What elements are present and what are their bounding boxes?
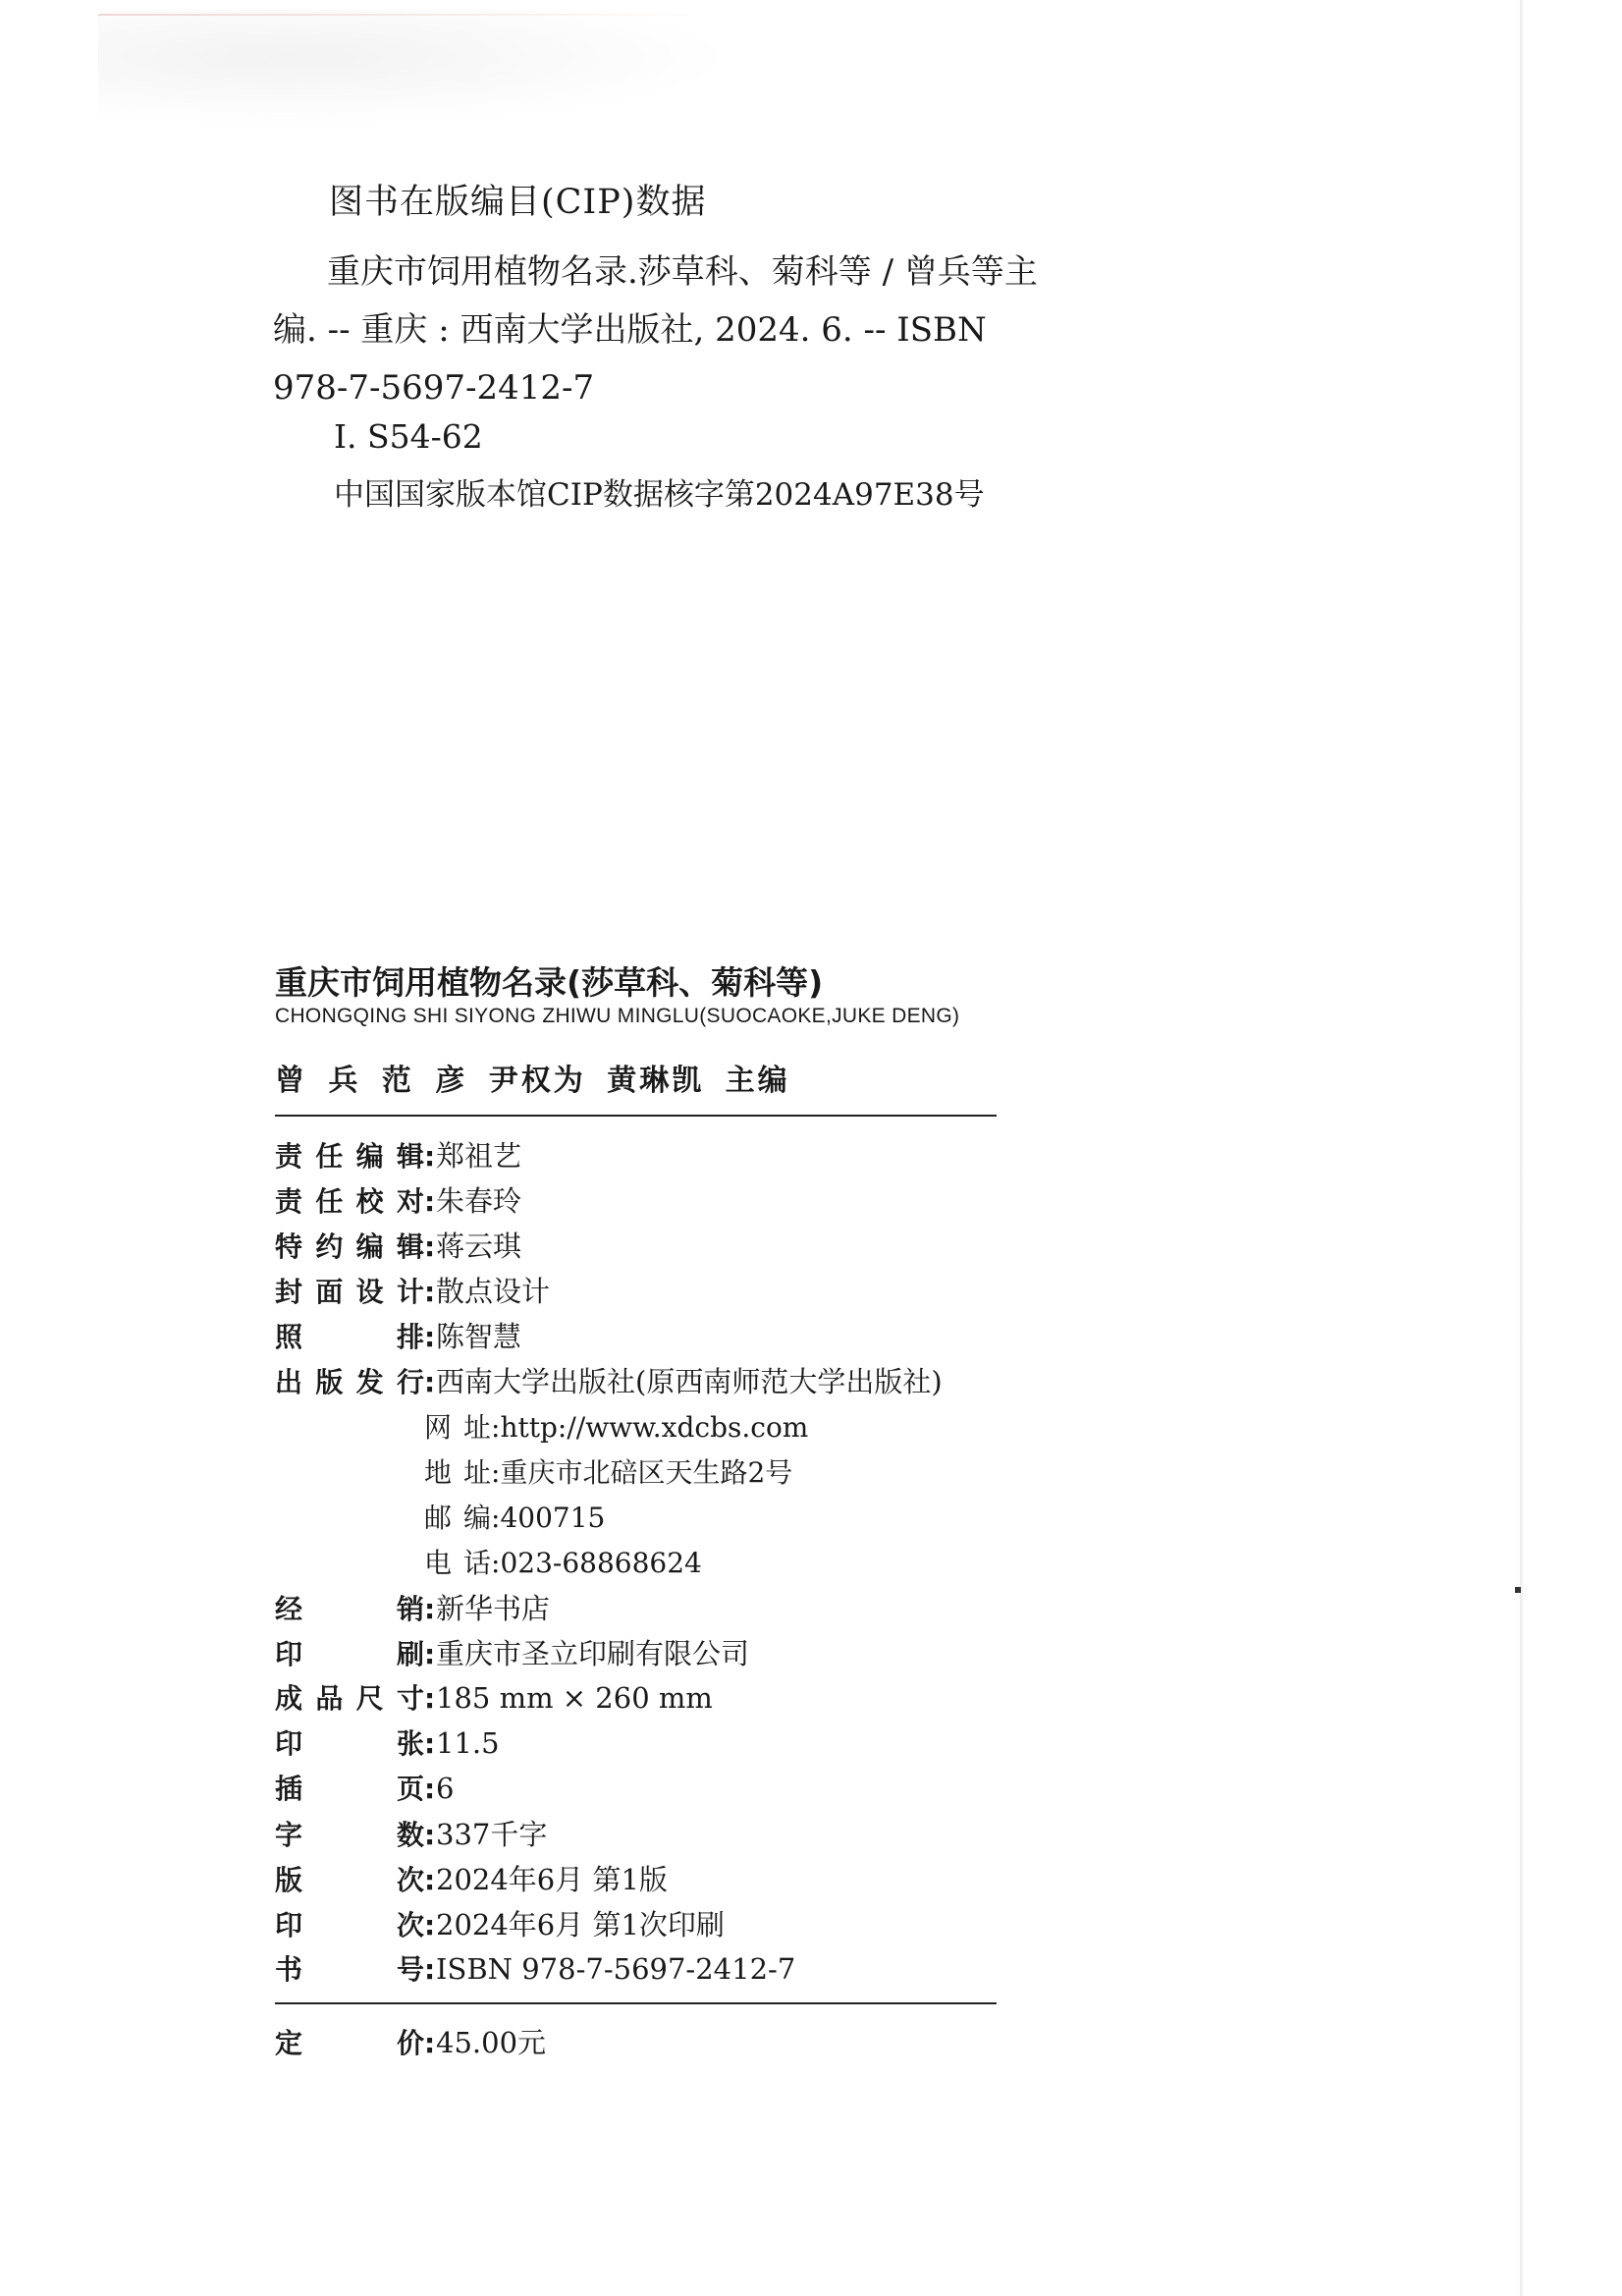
cip-classification: Ⅰ. S54-62	[334, 417, 483, 456]
book-title: 重庆市饲用植物名录(莎草科、菊科等)	[275, 963, 824, 1002]
detail-row: 字数:337千字	[275, 1813, 547, 1858]
detail-label: 封面设计	[275, 1276, 424, 1308]
detail-value: 6	[436, 1772, 455, 1805]
detail-value: 蒋云琪	[436, 1230, 522, 1263]
contact-label: 电话	[424, 1547, 491, 1579]
scan-mark	[1515, 1587, 1521, 1593]
detail-value: 朱春玲	[436, 1184, 522, 1218]
detail-label: 责任编辑	[275, 1140, 424, 1173]
contact-value: 023-68868624	[500, 1547, 702, 1579]
detail-label: 印张	[275, 1727, 424, 1760]
contact-row: 地址:重庆市北碚区天生路2号	[424, 1451, 792, 1491]
detail-label: 出版发行	[275, 1366, 424, 1398]
detail-row: 特约编辑:蒋云琪	[275, 1225, 521, 1270]
detail-label: 印次	[275, 1909, 424, 1941]
price-row: 定价:45.00元	[275, 2021, 546, 2066]
detail-label: 照排	[275, 1321, 424, 1353]
cip-entry	[273, 244, 1039, 417]
contact-label: 邮编	[424, 1502, 491, 1534]
detail-row: 出版发行:西南大学出版社(原西南师范大学出版社)	[275, 1360, 943, 1405]
detail-row: 印刷:重庆市圣立印刷有限公司	[275, 1632, 749, 1677]
detail-label: 书号	[275, 1953, 424, 1986]
page-edge	[1520, 0, 1523, 2296]
detail-label: 责任校对	[275, 1185, 424, 1218]
contact-value: 400715	[500, 1502, 606, 1534]
detail-value: 新华书店	[436, 1592, 551, 1625]
detail-row: 版次:2024年6月 第1版	[275, 1858, 668, 1903]
detail-value: ISBN 978-7-5697-2412-7	[436, 1952, 796, 1986]
detail-label: 字数	[275, 1819, 424, 1851]
detail-row: 照排:陈智慧	[275, 1315, 521, 1360]
detail-label: 经销	[275, 1593, 424, 1625]
detail-value: 西南大学出版社(原西南师范大学出版社)	[436, 1365, 943, 1398]
detail-row: 成品尺寸:185 mm × 260 mm	[275, 1677, 713, 1722]
contact-label: 网址	[424, 1411, 491, 1444]
detail-value: 11.5	[436, 1726, 500, 1760]
detail-value: 185 mm × 260 mm	[436, 1681, 713, 1715]
contact-row: 网址:http://www.xdcbs.com	[424, 1406, 808, 1446]
price-value: 45.00元	[436, 2026, 547, 2059]
detail-value: 2024年6月 第1版	[436, 1863, 668, 1896]
divider-top	[275, 1115, 997, 1117]
detail-value: 陈智慧	[436, 1320, 522, 1353]
contact-row: 邮编:400715	[424, 1497, 605, 1536]
cip-entry-text: 重庆市饲用植物名录.莎草科、菊科等 / 曾兵等主编. -- 重庆 : 西南大学出版社, 2024. 6. -- ISBN 978-7-5697-2412-7	[273, 252, 1038, 408]
detail-label: 版次	[275, 1864, 424, 1896]
cip-approval-number: 中国国家版本馆CIP数据核字第2024A97E38号	[334, 477, 985, 513]
contact-value: http://www.xdcbs.com	[500, 1411, 809, 1444]
detail-value: 郑祖艺	[436, 1139, 522, 1173]
divider-bottom	[275, 2002, 997, 2004]
detail-row: 插页:6	[275, 1768, 454, 1813]
contact-label: 地址	[424, 1456, 491, 1489]
book-pinyin-title: CHONGQING SHI SIYONG ZHIWU MINGLU(SUOCAOKE,JUKE DENG)	[275, 1005, 960, 1027]
detail-row: 责任校对:朱春玲	[275, 1179, 521, 1225]
detail-row: 封面设计:散点设计	[275, 1270, 550, 1315]
scan-top-line	[98, 14, 727, 16]
detail-row: 书号:ISBN 978-7-5697-2412-7	[275, 1948, 795, 1994]
contact-value: 重庆市北碚区天生路2号	[500, 1456, 793, 1489]
detail-row: 印张:11.5	[275, 1722, 500, 1768]
price-label: 定价	[275, 2027, 424, 2059]
detail-row: 责任编辑:郑祖艺	[275, 1134, 521, 1179]
detail-label: 成品尺寸	[275, 1682, 424, 1715]
detail-value: 2024年6月 第1次印刷	[436, 1908, 725, 1941]
detail-label: 插页	[275, 1773, 424, 1805]
book-editors: 曾 兵 范 彦 尹权为 黄琳凯 主编	[275, 1064, 790, 1098]
contact-row: 电话:023-68868624	[424, 1542, 702, 1581]
scan-smudge	[98, 10, 736, 128]
detail-value: 337千字	[436, 1818, 548, 1851]
cip-title: 图书在版编目(CIP)数据	[329, 183, 707, 222]
detail-row: 印次:2024年6月 第1次印刷	[275, 1903, 725, 1948]
detail-label: 特约编辑	[275, 1230, 424, 1263]
detail-value: 散点设计	[436, 1275, 551, 1308]
detail-row: 经销:新华书店	[275, 1587, 550, 1632]
detail-label: 印刷	[275, 1638, 424, 1670]
detail-value: 重庆市圣立印刷有限公司	[436, 1637, 750, 1670]
